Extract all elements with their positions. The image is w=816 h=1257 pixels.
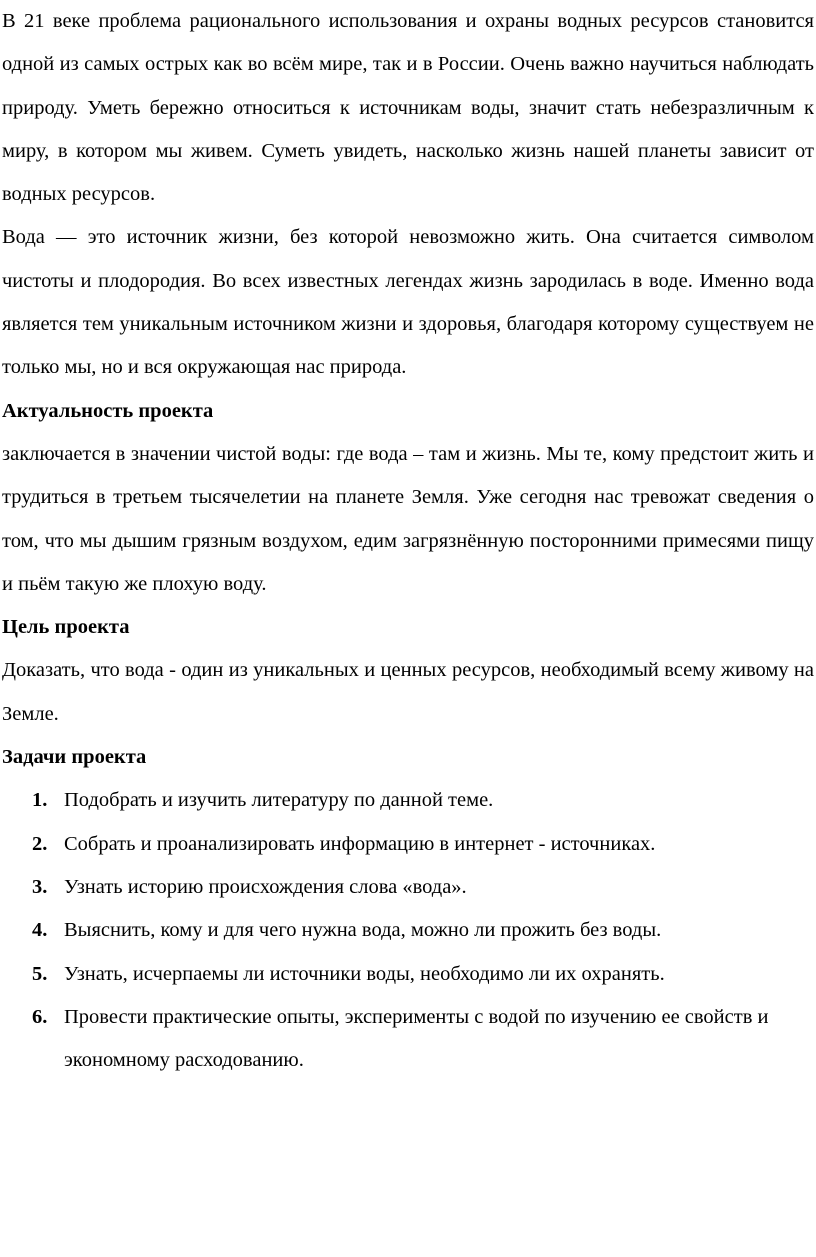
list-item-text: Узнать историю происхождения слова «вода». (64, 875, 467, 898)
document-page (2, 0, 814, 1082)
list-item (2, 823, 814, 866)
goal-heading: Цель проекта (2, 616, 130, 639)
list-item (2, 996, 814, 1083)
list-item-number: 3. (32, 875, 48, 898)
list-item-text: Узнать, исчерпаемы ли источники воды, необходимо ли их охранять. (64, 962, 665, 985)
list-item-number: 1. (32, 789, 48, 812)
intro-paragraph-2: Вода — это источник жизни, без которой невозможно жить. Она считается символом чистоты и плодородия. Во всех известных легендах жизнь зародилась в воде. Именно вода является тем уникальным источником жизни и здоровья, благодаря которому существуем не только мы, но и вся окружающая нас природа. (2, 226, 814, 379)
tasks-heading: Задачи проекта (2, 746, 147, 769)
relevance-text: заключается в значении чистой воды: где вода – там и жизнь. Мы те, кому предстоит жить и трудиться в третьем тысячелетии на планете Земля. Уже сегодня нас тревожат сведения о том, что мы дышим грязным воздухом, едим загрязнённую посторонними примесями пищу и пьём такую же плохую воду. (2, 442, 814, 595)
list-item (2, 909, 814, 952)
tasks-list (2, 779, 814, 1082)
relevance-heading: Актуальность проекта (2, 399, 214, 422)
list-item-text: Подобрать и изучить литературу по данной теме. (64, 789, 494, 812)
list-item-number: 4. (32, 919, 48, 942)
list-item-number: 2. (32, 832, 48, 855)
list-item (2, 866, 814, 909)
list-item-number: 6. (32, 1005, 48, 1028)
list-item-text: Выяснить, кому и для чего нужна вода, можно ли прожить без воды. (64, 919, 662, 942)
list-item (2, 779, 814, 822)
list-item-text: Собрать и проанализировать информацию в интернет - источниках. (64, 832, 656, 855)
list-item (2, 953, 814, 996)
goal-text: Доказать, что вода - один из уникальных и ценных ресурсов, необходимый всему живому на Земле. (2, 659, 814, 725)
list-item-number: 5. (32, 962, 48, 985)
intro-paragraph-1: В 21 веке проблема рационального использования и охраны водных ресурсов становится одной из самых острых как во всём мире, так и в России. Очень важно научиться наблюдать природу. Уметь бережно относиться к источникам воды, значит стать небезразличным к миру, в котором мы живем. Суметь увидеть, насколько жизнь нашей планеты зависит от водных ресурсов. (2, 10, 814, 206)
list-item-text: Провести практические опыты, эксперименты с водой по изучению ее свойств и экономному расходованию. (64, 1005, 769, 1072)
